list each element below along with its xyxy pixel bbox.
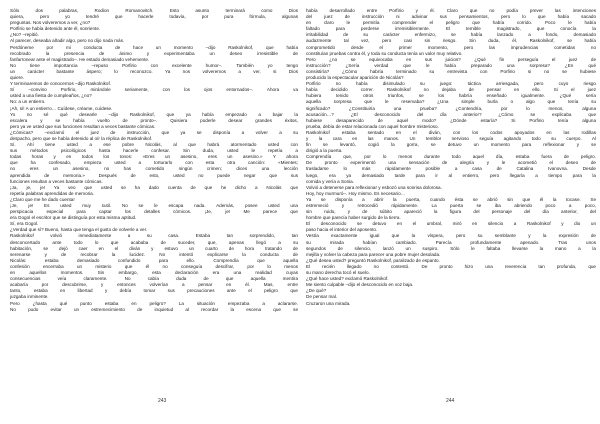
text-line: Vestía exactamente igual que la víspera, pero su semblante y la expresión de bbox=[306, 233, 596, 239]
text-line: sus métodos psicológicos hasta hacerle confesar. Sin duda, usted le repetía a bbox=[10, 148, 298, 154]
text-line: comida y vería a Sonia. bbox=[306, 178, 355, 184]
text-line: acabaría por descubrirse, y entonces volverían a pensar en él. Mas, entre bbox=[10, 282, 298, 288]
text-line: De pronto experimentó una sensación de alegría y le acometió el deseo de bbox=[306, 160, 596, 166]
text-line: dirigió a la puerta. bbox=[306, 148, 343, 154]
text-line: producido la espectacular aparición de Nicolás? bbox=[306, 75, 404, 81]
text-line: mejilla y volver la cabeza para parecer una pobre mujer desolada. bbox=[306, 251, 441, 257]
text-line: acusación…? ¿El desconocido del día anterior? ¿Cómo se explicaba que bbox=[306, 111, 596, 117]
text-line: que ha confesado, empieza usted a torturarlo con esta otra canción: «Mientes; bbox=[10, 160, 298, 166]
text-line: Porfirio no había disimulado su juego: táctica arriesgada, pero cuyo riesgo bbox=[306, 81, 596, 87]
text-line: Volvió a detenerse para reflexionar y esbozó una sonrisa dolorosa. bbox=[306, 184, 442, 190]
left-page-number: 243 bbox=[158, 398, 167, 404]
text-line: aprendida de memoria.» Después de esto, usted no puede negar que sus bbox=[10, 172, 298, 178]
text-line: estremeció y retrocedió rápidamente. La puerta se iba abriendo poco a poco, bbox=[306, 203, 596, 208]
text-line: irritabilidad de su carácter enfermizo, se había lanzado a fondo, demasiado bbox=[306, 32, 596, 38]
left-page-text bbox=[10, 8, 298, 313]
text-line: Al parecer, deseaba añadir algo, pero no dijo nada más. bbox=[10, 38, 125, 44]
text-line: hombre que parecía haber surgido de la tierra. bbox=[306, 215, 401, 221]
text-line: su mirada habían cambiado. Parecía profundamente apenado. Tras unos bbox=[306, 239, 596, 245]
text-line: serenarse y de recobrar la lucidez. No intentó explicarse la conducta de bbox=[10, 251, 298, 257]
text-line: Sí –convino Porfirio, mirándole seriamente, con los ojos entornados–. Ahora va bbox=[10, 87, 298, 93]
text-line: ¿Qué desea usted? preguntó Raskolnikof, paralizado de espanto. bbox=[306, 257, 440, 263]
text-line: Pero ¿hasta qué punto estaba en peligro? La situación empezaba a aclararse. bbox=[10, 300, 298, 306]
text-line: Cruzaron una mirada. bbox=[306, 300, 351, 306]
text-line: instrucción? ¿Sería verdad que le había preparado una sorpresa? ¿En qué bbox=[306, 62, 596, 68]
text-line: su mano derecha tocó el suelo. bbox=[306, 270, 370, 276]
text-line: Porfirio se había detenido ante él, sonriente. bbox=[10, 26, 101, 32]
text-line: De pensar mal. bbox=[306, 294, 338, 300]
text-line: segundos de silencio, lanzó un suspiro. Sólo le faltaba llevarse la mano a la bbox=[306, 245, 596, 251]
text-line: en aquellos momentos. Sin embargo, esta declaración era una realidad cuyas bbox=[10, 270, 298, 276]
text-line: No tiene importancia –repuso Porfirio con excelente humor–. También yo tengo bbox=[10, 62, 298, 68]
text-line: significado? ¿Constituiría una prueba? ¿Contendría, por lo menos, alguna bbox=[306, 105, 596, 111]
text-line: Sí, era Gogol. bbox=[10, 221, 39, 227]
text-line: No pudo evitar un estremecimiento de inquietud al recordar la escena que se bbox=[10, 306, 298, 312]
text-line: todas horas y en todos los tonos: «Eres un asesino, eres un asesino.» Y ahora bbox=[10, 154, 298, 160]
text-line: quiera, pero yo tendré que hacerle todavía, por pura fórmula, algunas bbox=[10, 14, 298, 20]
text-line: tanto, estaba en libertad y debía tomar sus precauciones ante el peligro que bbox=[10, 288, 298, 294]
text-line: Ya se disponía a abrir la puerta, cuando ésta se abrió sin que él la tocase. Se bbox=[306, 196, 596, 202]
text-line: funciones resultan a veces bastante cómicas. bbox=[10, 178, 103, 184]
text-line: habitación, se dejó caer en el diván y estuvo un cuarto de hora tratando de bbox=[10, 245, 298, 251]
right-page bbox=[306, 8, 596, 307]
text-line: Hoy, hoy murmuró–. Hoy mismo. Es necesario… bbox=[306, 190, 406, 196]
text-line: Y terminaremos de conocernos –dijo Raskolnikof. bbox=[10, 81, 112, 87]
text-line: era Gogol el escritor que se distinguía por esta misma aptitud. bbox=[10, 215, 137, 221]
text-line: ¿Cómicas? –exclamó el juez de instrucción, que ya se disponía a volver a su bbox=[10, 129, 298, 135]
text-line: Perdóneme por mi conducta de hace un momento –dijo Raskolnikof, que había bbox=[10, 44, 298, 50]
text-line: Raskolnikof estaba sentado en el diván, con los codos apoyados en las rodillas bbox=[306, 129, 596, 135]
text-line: ¿Verdad que sí? Bueno, hasta que tenga el gusto de volverle a ver. bbox=[10, 227, 148, 233]
text-line: en claro le permitía comprender el peligro que había corrido. Poco le había bbox=[306, 20, 596, 26]
text-line: paso hacia el interior del aposento. bbox=[306, 227, 378, 233]
text-line: ¿No? –repitió. bbox=[10, 32, 39, 38]
text-line: consecuencias veía claramente. No cabía duda de que aquella mentira bbox=[10, 276, 298, 282]
text-line: No: a un entierro. bbox=[10, 99, 46, 105]
text-line: ¡Je, je! Es usted muy sutil. No se le escapa nada. Además, posee usted una bbox=[10, 203, 298, 208]
text-line: ¿De qué? bbox=[306, 288, 327, 294]
text-line: comprometido desde el primer momento, pero las imprudencias cometidas no bbox=[306, 44, 596, 50]
text-line: un carácter bastante áspero; lo reconozco. Ya nos volveremos a ver, si Dios bbox=[10, 68, 298, 74]
text-line: consistiría? ¿Cómo habría terminado su entrevista con Porfirio si no se hubiese bbox=[306, 68, 596, 74]
text-line: Nicolás: estaba demasiado confundido para ello. Comprendía que aquella bbox=[10, 257, 298, 263]
text-line: juzgaba inminente. bbox=[10, 294, 49, 300]
text-line: ¡Ah, sí! A un entierro… Cuídese, créame, cuídese. bbox=[10, 105, 113, 111]
text-line: ¡Ja, je, je! Ya veo que usted se ha dado cuenta de que he dicho a Nicolás que bbox=[10, 184, 298, 190]
text-line: desconcertado ante todo lo que acababa de suceder, que, apenas llegó a su bbox=[10, 239, 298, 245]
text-line: del juez de instrucción ni adivinar sus pensamientos, pero lo que había sacado bbox=[306, 14, 596, 20]
text-line: fanfarronear ante el magistrado–. He estado demasiado vehemente. bbox=[10, 56, 150, 62]
text-line: escalera y se había vuelto de pronto–. Quisiera poderle desear grandes éxitos, bbox=[10, 117, 298, 123]
text-line: audazmente tal vez, pero casi sin riesgo. Sin duda, él, Raskolnikof, se había bbox=[306, 38, 596, 44]
text-line: sin ruido, y de súbito apareció la figura del personaje del día anterior, del bbox=[306, 209, 596, 215]
text-line: constituían pruebas contra él, y toda su conducta tenía un valor muy relativo. bbox=[306, 50, 463, 56]
text-line: repetía palabras aprendidas de memoria. bbox=[10, 190, 95, 196]
text-line: Raskolnikof volvió inmediatamente a su casa. Estaba tan sorprendido, tan bbox=[10, 233, 298, 239]
text-line: había decidido correr. Raskolnikof no dejaba de pensar en ello. Si el juez bbox=[306, 87, 596, 93]
text-line: luego, era ya demasiado tarde para ir al entierro, pero llegaría a tiempo para la bbox=[306, 172, 596, 178]
text-line: hubiese desaparecido de aquel modo? ¿Dónde estaría? Si Porfirio tenía alguna bbox=[306, 117, 596, 123]
text-line: faltado para perderse irremisiblemente. El temible magistrado, que conocía la bbox=[306, 26, 596, 32]
text-line: Yo no sé qué desearle –dijo Raskolnikof, que ya había empezado a bajar la bbox=[10, 111, 298, 117]
left-page bbox=[10, 8, 298, 313]
right-page-number: 244 bbox=[446, 398, 455, 404]
text-line: había desarrollado entre Porfirio y él. Claro que no podía prever las intenciones bbox=[306, 8, 596, 13]
text-line: El desconocido se detuvo en el umbral, miró en silencio a Raskolnikof y dio un bbox=[306, 221, 596, 227]
text-line: y la cara en las manos. Un temblor nervioso seguía agitando todo su cuerpo. Al bbox=[306, 135, 596, 141]
text-line: ¿Claro que me he dado cuenta! bbox=[10, 196, 75, 202]
text-line: El recién llegado no contestó. De pronto hizo una reverencia tan profunda, que bbox=[306, 263, 596, 269]
text-line: confesión encerraba un misterio que él no conseguía descifrar, por lo menos bbox=[10, 263, 298, 269]
text-line: no eres un asesino, no has cometido ningún crimen; dices una lección bbox=[10, 166, 298, 172]
right-page-text bbox=[306, 8, 596, 307]
text-line: despacho, pero que se había detenido al oír la réplica de Raskolnikof. bbox=[10, 135, 153, 141]
text-line: preguntas. Nos volveremos a ver, ¿no? bbox=[10, 20, 91, 26]
text-line: Me siento culpable –dijo el desconocido en voz baja. bbox=[306, 282, 414, 288]
text-line: recobrado la presencia de ánimo y experimentaba un deseo irresistible de bbox=[10, 50, 298, 56]
text-line: trasladarse lo más rápidamente posible a casa de Catalina Ivanovna. Desde bbox=[306, 166, 596, 172]
text-line: Sólo dos palabras, Rodion Romanovitch. Esto asunto terminará como Dios bbox=[10, 8, 298, 13]
text-line: ¿Qué hace usted? exclamó Raskolnikof. bbox=[306, 276, 389, 282]
text-line: hubiera tenido otros triunfos, se los habría enseñado igualmente. ¿Qué sería bbox=[306, 93, 596, 99]
text-line: Sí. Ahí tiene usted a ese pobre Nicolás, al que habrá atormentado usted con bbox=[10, 142, 298, 148]
text-line: pero ya ve usted que sus funciones resultan a veces bastante cómicas. bbox=[10, 123, 156, 129]
text-line: Comprendía que, por lo menos durante todo aquel día, estaba fuera de peligro. bbox=[306, 154, 596, 160]
text-line: aquella sorpresa que le reservaba? ¿Una simple burla o algo que tenía su bbox=[306, 99, 596, 105]
text-line: quiere. bbox=[10, 75, 25, 81]
text-line: prueba, debía de estar relacionada con aquel hombre misterioso. bbox=[306, 123, 439, 129]
text-line: usted a una fiesta de cumpleaños, ¿no? bbox=[10, 93, 92, 99]
text-line: perspicacia especial para captar los detalles cómicos. ¡Je, je! Me parece que bbox=[10, 209, 298, 215]
text-line: Pero ¿no se equivocaba en sus juicios? ¿Qué fin perseguía el juez de bbox=[306, 56, 596, 62]
text-line: fin se levantó, cogió la gorra, se detuvo un momento para reflexionar y se bbox=[306, 142, 596, 148]
